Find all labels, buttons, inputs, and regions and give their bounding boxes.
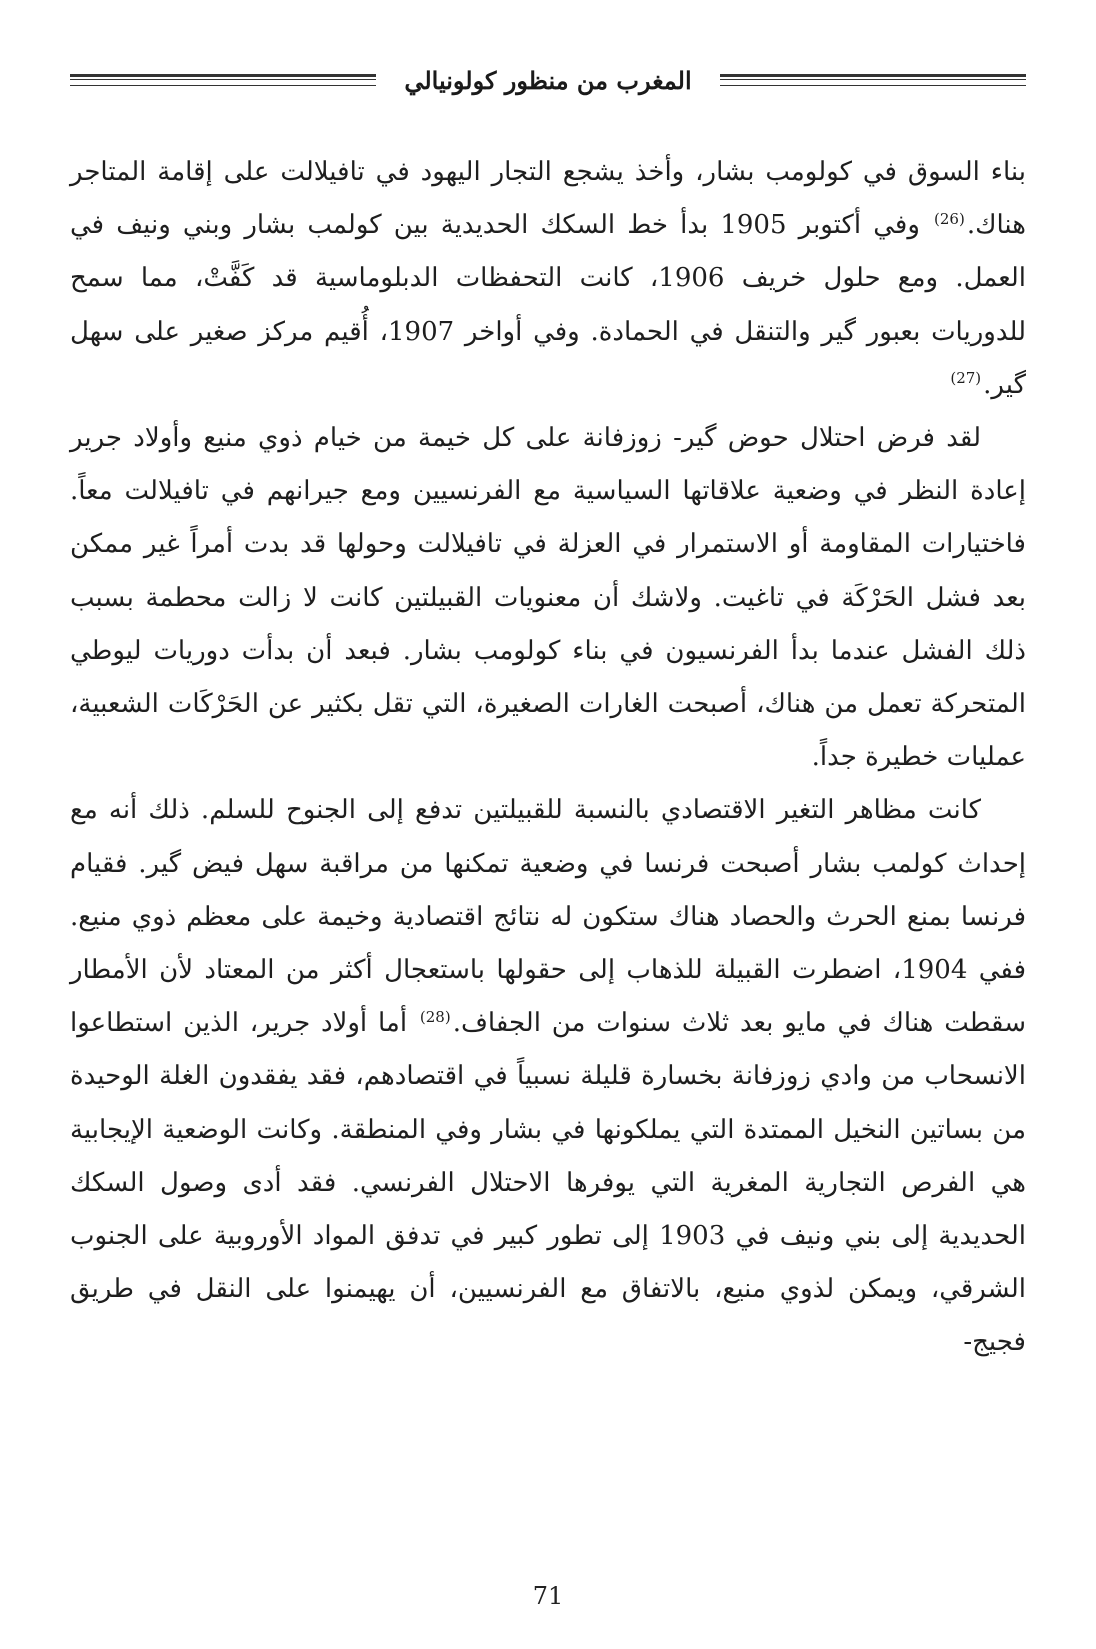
paragraph-3 [70, 784, 1026, 1369]
running-header [70, 58, 1026, 102]
paragraph-1 [70, 146, 1026, 412]
footnote-marker-28: (28) [419, 1007, 451, 1026]
paragraph-2-text-1: لقد فرض احتلال حوض گير- زوزفانة على كل خيمة من خيام ذوي منيع وأولاد جرير إعادة النظر في وضعية علاقاتها السياسية مع الفرنسيين ومع جيرانهم في تافيلالت معاً. فاختيارات المقاومة أو الاستمرار في العزلة في تافيلالت وحولها قد بدت أمراً غير ممكن بعد فشل الحَرْكَة في تاغيت. ولاشك أن معنويات القبيلتين كانت لا زالت محطمة بسبب ذلك الفشل عندما بدأ الفرنسيون في بناء كولومب بشار. فبعد أن بدأت دوريات ليوطي المتحركة تعمل من هناك، أصبحت الغارات الصغيرة، التي تقل بكثير عن الحَرْكَات الشعبية، عمليات خطيرة جداً. [70, 423, 1026, 773]
paragraph-3-text-2: أما أولاد جرير، الذين استطاعوا الانسحاب من وادي زوزفانة بخسارة قليلة نسبياً في اقتصادهم، فقد يفقدون الغلة الوحيدة من بساتين النخيل الممتدة التي يملكونها في بشار وفي المنطقة. وكانت الوضعية الإيجابية هي الفرص التجارية المغرية التي يوفرها الاحتلال الفرنسي. فقد أدى وصول السكك الحديدية إلى بني ونيف في 1903 إلى تطور كبير في تدفق المواد الأوروبية على الجنوب الشرقي، ويمكن لذوي منيع، بالاتفاق مع الفرنسيين، أن يهيمنوا على النقل في طريق فجيج- [70, 1008, 1026, 1358]
header-rule-left [70, 74, 376, 86]
header-rule-right [720, 74, 1026, 86]
paragraph-1-text-1: بناء السوق في كولومب بشار، وأخذ يشجع التجار اليهود في تافيلالت على إقامة المتاجر هناك. [70, 157, 1026, 241]
body-text [70, 146, 1026, 1370]
footnote-marker-27: (27) [950, 369, 982, 388]
paragraph-2 [70, 412, 1026, 784]
footnote-marker-26: (26) [934, 209, 965, 228]
running-header-title: المغرب من منظور كولونيالي [404, 65, 692, 95]
paragraph-3-text-1: كانت مظاهر التغير الاقتصادي بالنسبة للقبيلتين تدفع إلى الجنوح للسلم. ذلك أنه مع إحداث كولمب بشار أصبحت فرنسا في وضعية تمكنها من مراقبة سهل فيض گير. فقيام فرنسا بمنع الحرث والحصاد هناك ستكون له نتائج اقتصادية وخيمة على معظم ذوي منيع. ففي 1904، اضطرت القبيلة للذهاب إلى حقولها باستعجال أكثر من المعتاد لأن الأمطار سقطت هناك في مايو بعد ثلاث سنوات من الجفاف. [70, 795, 1026, 1039]
paragraph-1-text-2: وفي أكتوبر 1905 بدأ خط السكك الحديدية بين كولمب بشار وبني ونيف في العمل. ومع حلول خريف 1906، كانت التحفظات الدبلوماسية قد كَفَّتْ، مما سمح للدوريات بعبور گير والتنقل في الحمادة. وفي أواخر 1907، أُقيم مركز صغير على سهل گير. [70, 210, 1027, 400]
page-number: 71 [532, 1582, 564, 1610]
